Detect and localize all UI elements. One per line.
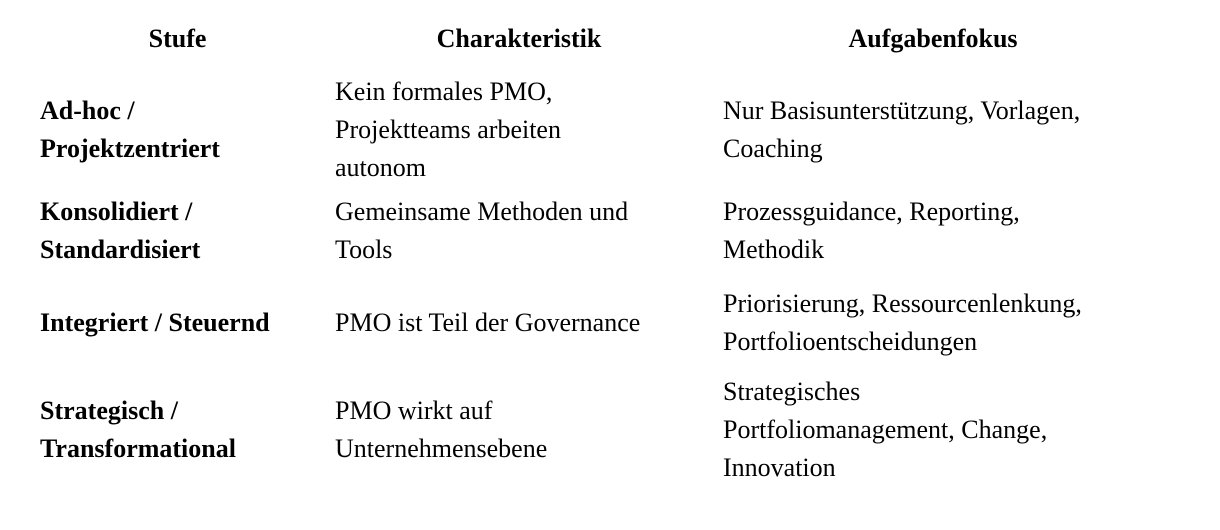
cell-charakteristik — [325, 73, 713, 187]
header-charakteristik: Charakteristik — [436, 24, 602, 53]
table-row — [30, 275, 1153, 371]
cell-line: PMO wirkt auf — [335, 396, 493, 425]
cell-line: Priorisierung, Ressourcenlenkung, — [723, 289, 1082, 318]
table-row — [30, 73, 1153, 187]
table-row — [30, 371, 1153, 489]
cell-line: autonom — [335, 153, 426, 182]
header-stufe: Stufe — [148, 24, 207, 53]
cell-line: Unternehmensebene — [335, 434, 548, 463]
cell-line: Portfolioentscheidungen — [723, 327, 978, 356]
cell-line: Strategisches — [723, 377, 861, 406]
cell-line: Ad-hoc / — [40, 96, 135, 125]
cell-line: Integriert / Steuernd — [40, 308, 270, 337]
cell-aufgabenfokus — [713, 275, 1153, 371]
cell-line: Gemeinsame Methoden und — [335, 197, 629, 226]
cell-line: PMO ist Teil der Governance — [335, 308, 641, 337]
cell-line: Innovation — [723, 453, 836, 482]
table-header-row — [30, 15, 1153, 73]
cell-line: Projektzentriert — [40, 134, 220, 163]
cell-stufe — [30, 275, 325, 371]
pmo-maturity-table — [30, 15, 1153, 489]
header-aufgabenfokus: Aufgabenfokus — [848, 24, 1018, 53]
cell-charakteristik — [325, 371, 713, 489]
cell-stufe — [30, 187, 325, 275]
cell-line: Konsolidiert / — [40, 197, 193, 226]
cell-line: Coaching — [723, 134, 823, 163]
cell-aufgabenfokus — [713, 73, 1153, 187]
cell-line: Nur Basisunterstützung, Vorlagen, — [723, 96, 1081, 125]
cell-aufgabenfokus — [713, 371, 1153, 489]
table-row — [30, 187, 1153, 275]
cell-line: Kein formales PMO, — [335, 77, 553, 106]
cell-line: Tools — [335, 235, 393, 264]
cell-stufe — [30, 73, 325, 187]
cell-line: Portfoliomanagement, Change, — [723, 415, 1048, 444]
cell-stufe — [30, 371, 325, 489]
cell-charakteristik — [325, 187, 713, 275]
cell-line: Standardisiert — [40, 235, 201, 264]
cell-charakteristik — [325, 275, 713, 371]
cell-line: Methodik — [723, 235, 825, 264]
cell-line: Projektteams arbeiten — [335, 115, 561, 144]
cell-line: Transformational — [40, 434, 236, 463]
cell-line: Prozessguidance, Reporting, — [723, 197, 1020, 226]
cell-line: Strategisch / — [40, 396, 178, 425]
cell-aufgabenfokus — [713, 187, 1153, 275]
